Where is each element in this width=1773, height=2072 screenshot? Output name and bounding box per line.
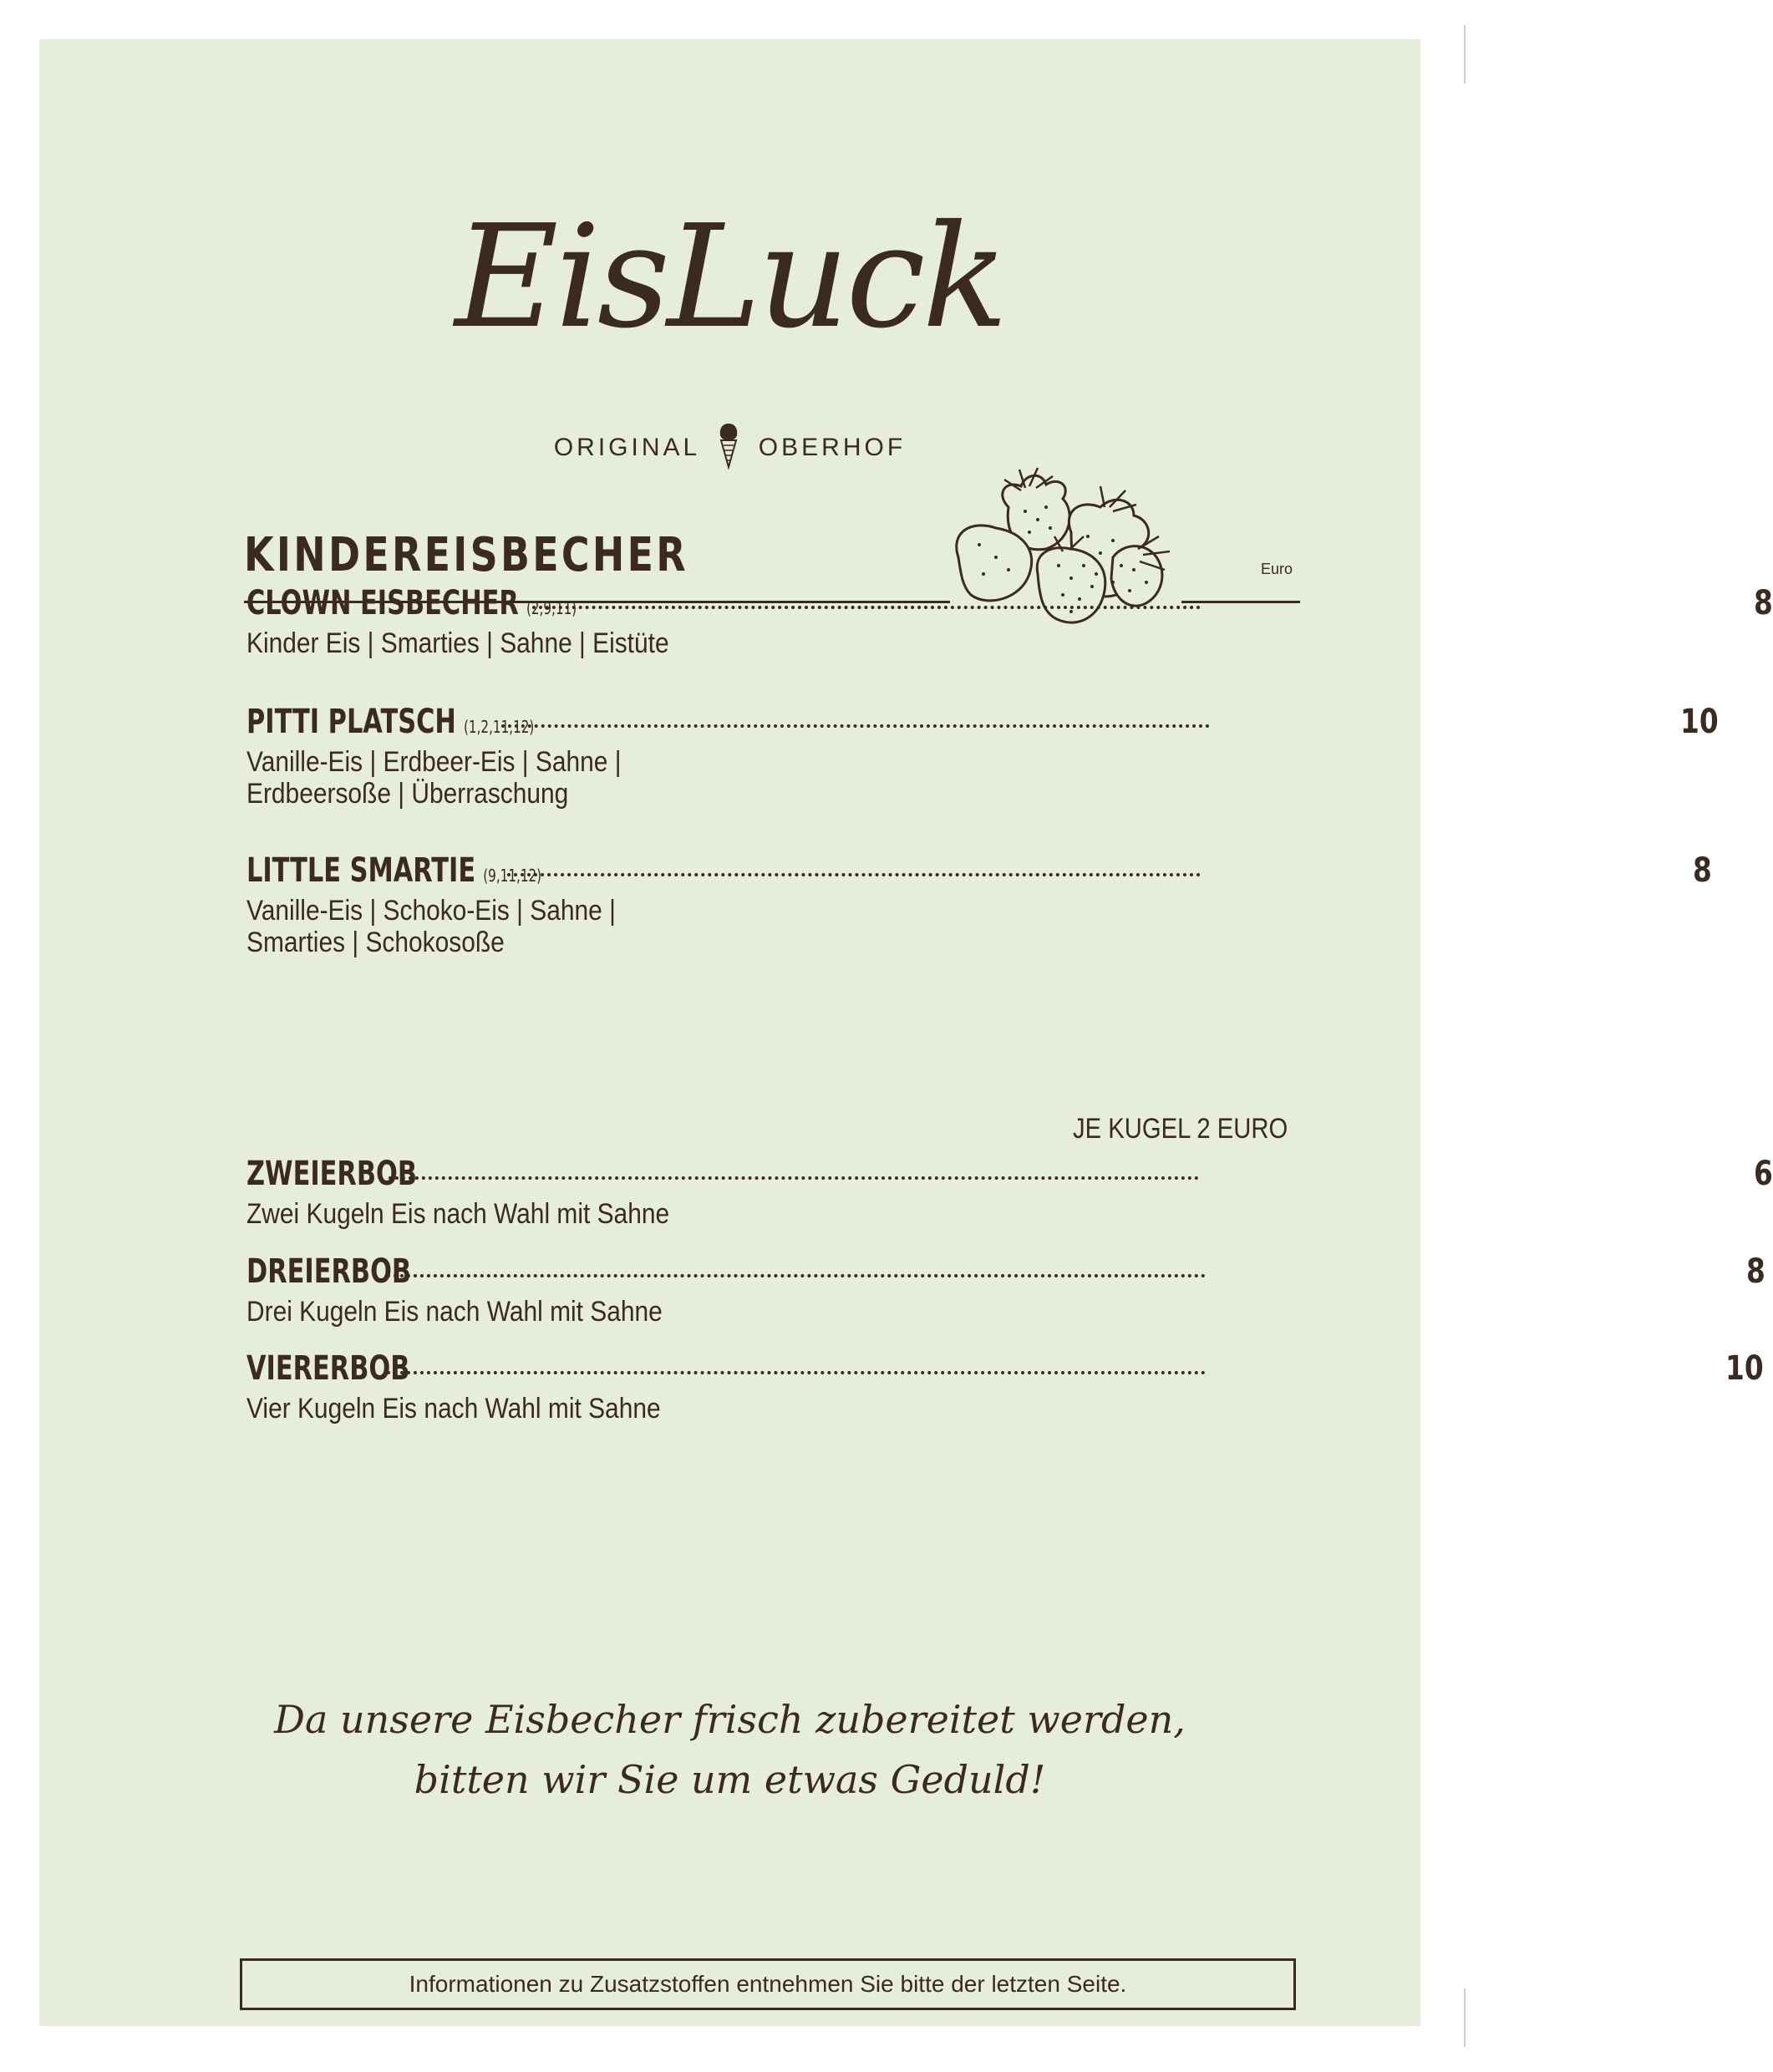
item-price: 8 <box>1693 851 1713 890</box>
dot-leader <box>501 724 1210 728</box>
item-price: 6 <box>1754 1155 1773 1193</box>
item-description: Vier Kugeln Eis nach Wahl mit Sahne <box>246 1393 661 1424</box>
menu-item <box>246 701 1719 810</box>
item-description: Vanille-Eis | Erdbeer-Eis | Sahne | Erdbeersoße | Überraschung <box>246 746 622 810</box>
menu-item <box>246 850 1713 958</box>
strawberries-illustration <box>946 461 1184 645</box>
dot-leader <box>507 873 1201 876</box>
menu-item <box>246 1251 1765 1328</box>
item-description: Drei Kugeln Eis nach Wahl mit Sahne <box>246 1296 663 1328</box>
menu-item <box>246 1153 1773 1230</box>
brand-sub-right: OBERHOF <box>758 433 907 461</box>
item-name: VIERERBOB <box>246 1349 410 1388</box>
dot-leader <box>532 606 1201 609</box>
item-price: 10 <box>1680 703 1719 741</box>
brand-subline <box>39 422 1420 475</box>
item-name: CLOWN EISBECHER (2,9,11) <box>246 584 577 622</box>
item-name: ZWEIERBOB <box>246 1155 418 1193</box>
item-codes: (1,2,11,12) <box>463 717 535 737</box>
item-name: DREIERBOB <box>246 1252 412 1291</box>
menu-page <box>39 39 1773 2026</box>
additives-info-box: Informationen zu Zusatzstoffen entnehmen Sie bitte der letzten Seite. <box>240 1958 1296 2010</box>
brand-name: EisLuck <box>455 195 1005 360</box>
menu-item <box>246 582 1773 659</box>
item-name: PITTI PLATSCH (1,2,11,12) <box>246 703 535 741</box>
item-codes: (2,9,11) <box>526 598 577 618</box>
item-description: Kinder Eis | Smarties | Sahne | Eistüte <box>246 627 669 659</box>
dot-leader <box>387 1274 1206 1277</box>
section-title: KINDEREISBECHER <box>244 528 688 582</box>
menu-item <box>246 1348 1764 1424</box>
per-scoop-note: JE KUGEL 2 EURO <box>1073 1113 1288 1145</box>
patience-note-line1: Da unsere Eisbecher frisch zubereitet werden, <box>274 1697 1186 1742</box>
brand-sub-left: ORIGINAL <box>553 433 700 461</box>
crop-mark <box>1464 25 1466 84</box>
item-name: LITTLE SMARTIE (9,11,12) <box>246 851 542 890</box>
brand-logo <box>39 181 1420 432</box>
item-codes: (9,11,12) <box>483 866 542 886</box>
currency-label: Euro <box>1261 561 1293 577</box>
item-description: Vanille-Eis | Schoko-Eis | Sahne | Smarties | Schokosoße <box>246 895 616 958</box>
patience-note <box>39 1689 1420 1810</box>
patience-note-line2: bitten wir Sie um etwas Geduld! <box>414 1757 1046 1802</box>
item-price: 8 <box>1753 584 1773 622</box>
crop-mark <box>1464 1988 1466 2047</box>
item-price: 8 <box>1745 1252 1765 1291</box>
ice-cream-cone-icon <box>718 422 739 475</box>
dot-leader <box>387 1371 1206 1374</box>
item-price: 10 <box>1725 1349 1764 1388</box>
dot-leader <box>389 1176 1199 1180</box>
section-rule-right <box>1181 601 1300 603</box>
item-description: Zwei Kugeln Eis nach Wahl mit Sahne <box>246 1198 670 1230</box>
